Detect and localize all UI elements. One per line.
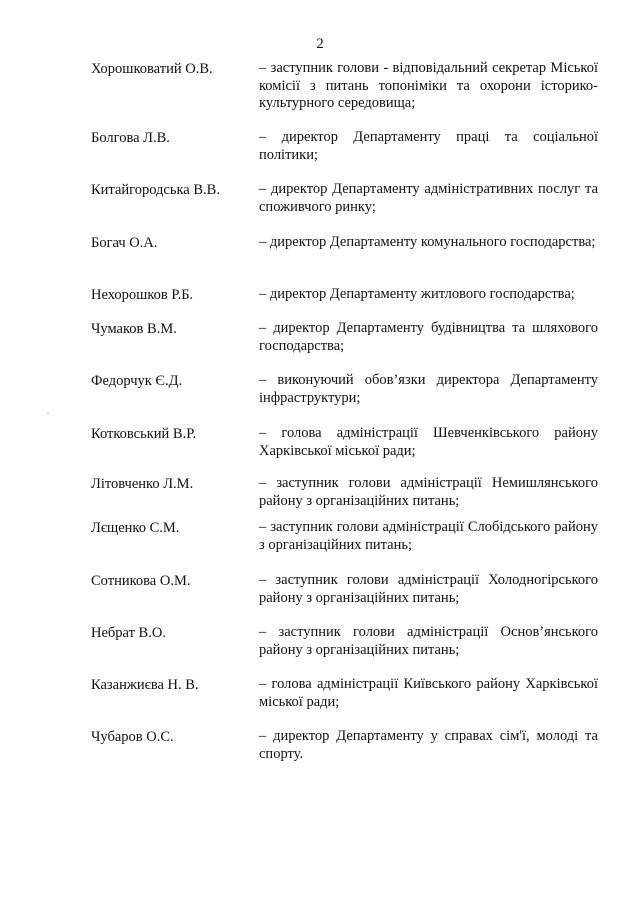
member-name: Китайгородська В.В.	[91, 182, 220, 198]
member-role: – заступник голови адміністрації Холодногірського району з організаційних питань;	[259, 572, 598, 606]
member-name: Федорчук Є.Д.	[91, 373, 183, 389]
member-name: Богач О.А.	[91, 235, 158, 251]
member-role: – директор Департаменту у справах сім'ї, молоді та спорту.	[259, 728, 598, 762]
member-role: – директор Департаменту будівництва та шляхового господарства;	[259, 320, 598, 354]
member-role: – голова адміністрації Шевченківського району Харківської міської ради;	[259, 425, 598, 459]
member-role: – голова адміністрації Київського району Харківської міської ради;	[259, 676, 598, 710]
member-name: Хорошковатий О.В.	[91, 61, 213, 77]
member-name: Лєщенко С.М.	[91, 520, 180, 536]
scan-artifact	[47, 412, 49, 414]
member-role: – заступник голови - відповідальний секретар Міської комісії з питань топоніміки та охорони історико-культурного середовища;	[259, 60, 598, 111]
member-role: – директор Департаменту комунального господарства;	[259, 234, 596, 250]
member-name: Чумаков В.М.	[91, 321, 177, 337]
member-name: Нехорошков Р.Б.	[91, 287, 194, 303]
member-role: – заступник голови адміністрації Немишлянського району з організаційних питань;	[259, 475, 598, 509]
page-number: 2	[316, 36, 324, 52]
member-name: Котковський В.Р.	[91, 426, 197, 442]
member-role: – виконуючий обов’язки директора Департаменту інфраструктури;	[259, 372, 598, 406]
member-name: Казанжиєва Н. В.	[91, 677, 199, 693]
member-role: – директор Департаменту праці та соціальної політики;	[259, 129, 598, 163]
member-role: – директор Департаменту житлового господарства;	[259, 286, 575, 302]
member-role: – директор Департаменту адміністративних послуг та споживчого ринку;	[259, 181, 598, 215]
member-role: – заступник голови адміністрації Слобідського району з організаційних питань;	[259, 519, 598, 553]
member-name: Сотникова О.М.	[91, 573, 191, 589]
member-name: Літовченко Л.М.	[91, 476, 194, 492]
member-role: – заступник голови адміністрації Основ’янського району з організаційних питань;	[259, 624, 598, 658]
member-name: Небрат В.О.	[91, 625, 166, 641]
member-name: Чубаров О.С.	[91, 729, 174, 745]
member-name: Болгова Л.В.	[91, 130, 170, 146]
